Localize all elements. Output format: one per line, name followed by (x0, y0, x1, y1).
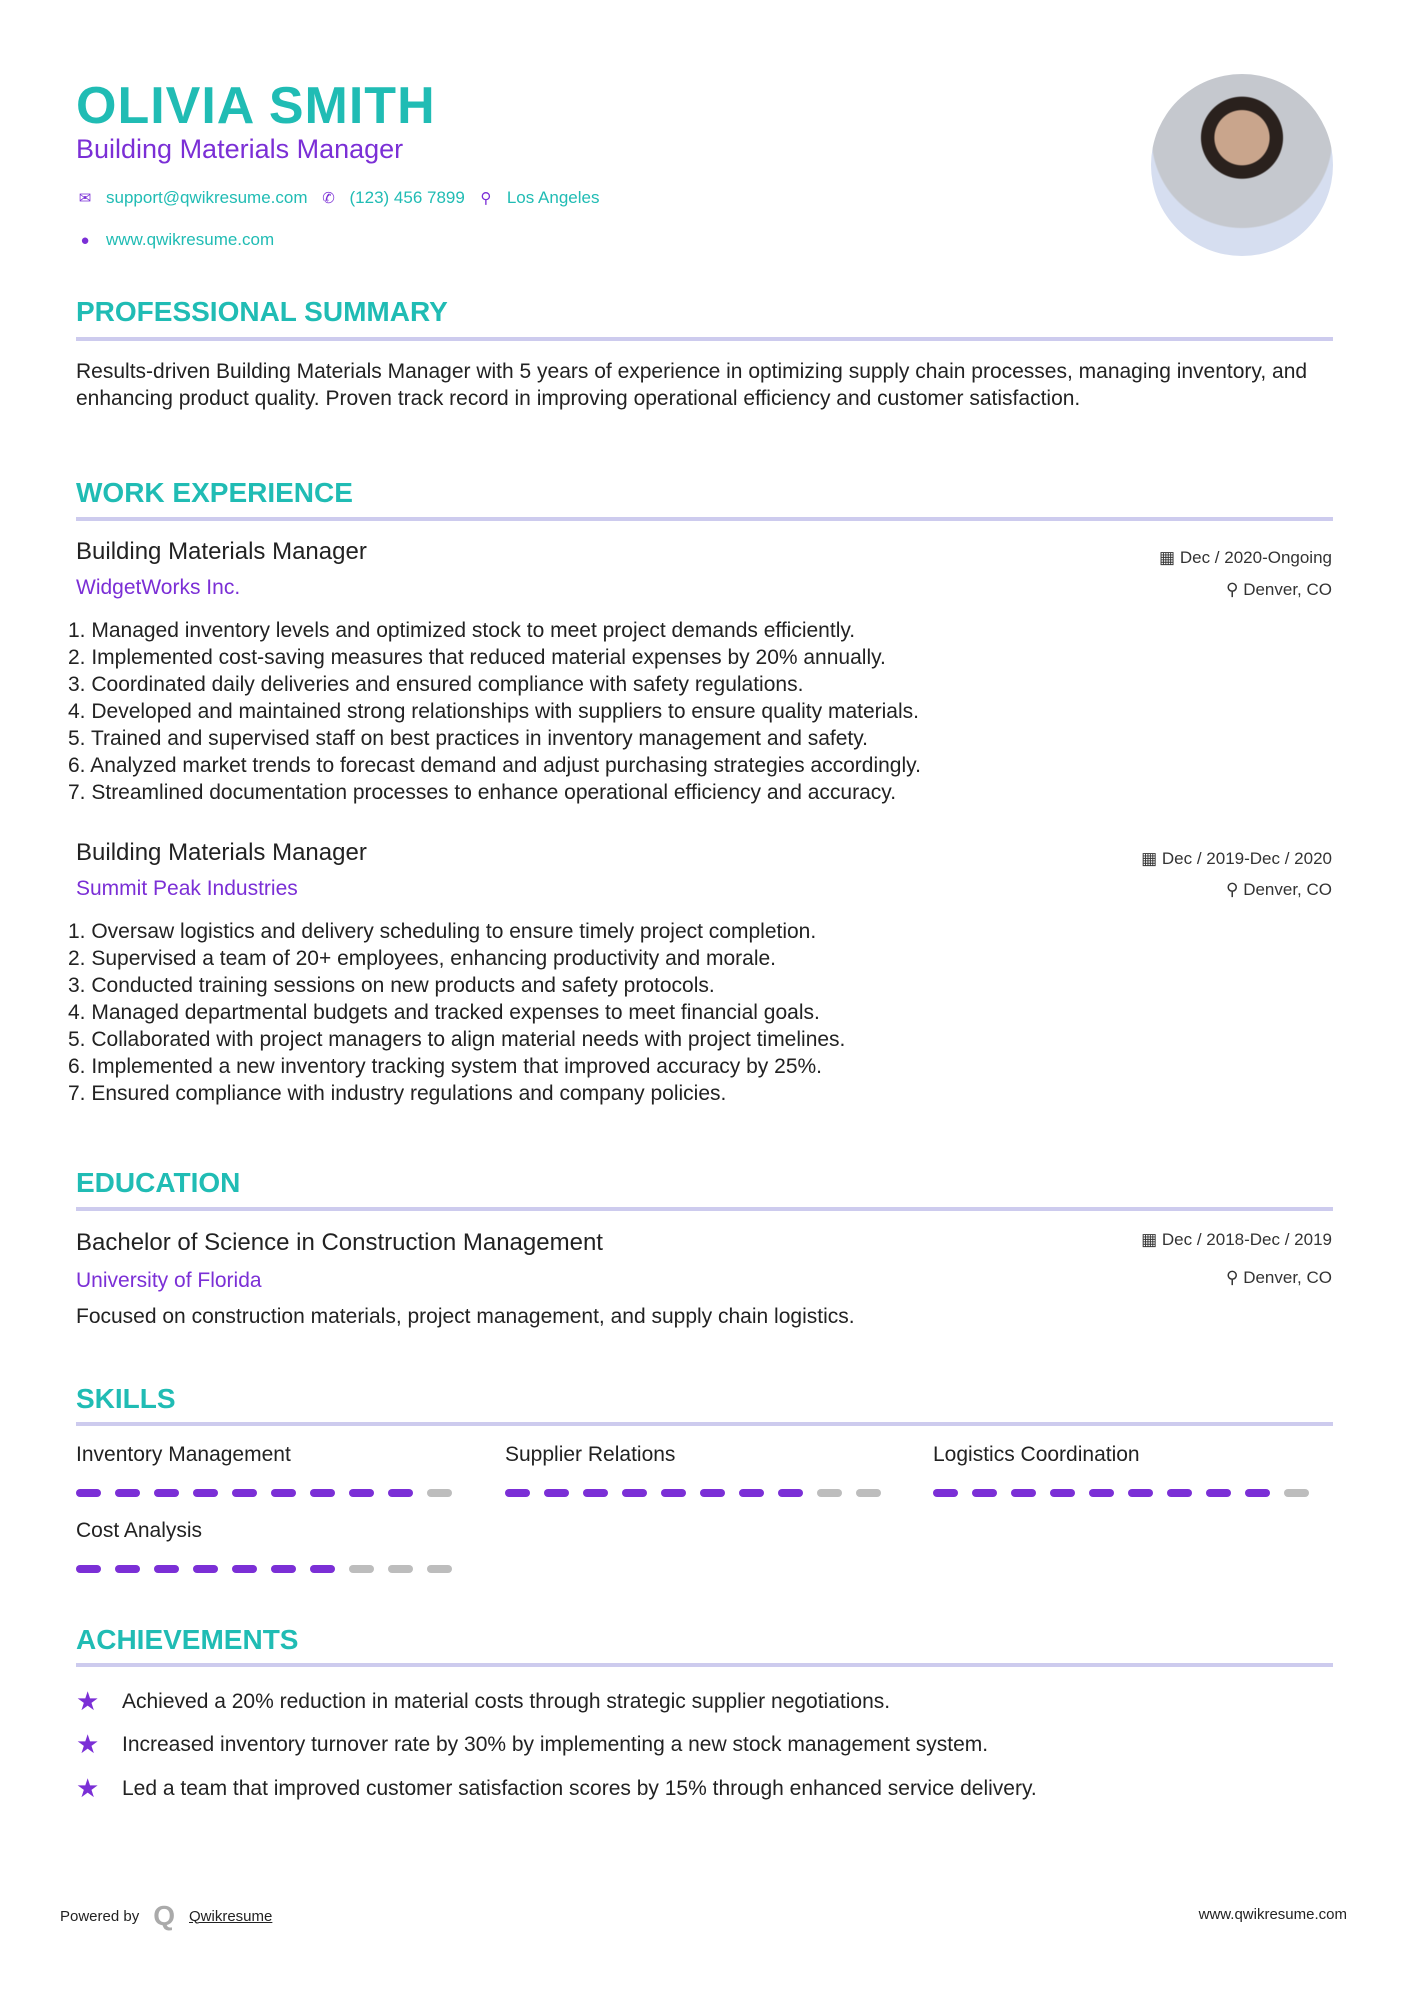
map-pin-icon: ⚲ (480, 190, 492, 207)
list-item: 3. Conducted training sessions on new products and safety protocols. (68, 974, 715, 997)
skill-level-segment (1284, 1489, 1309, 1497)
footer-website[interactable]: www.qwikresume.com (1198, 1906, 1347, 1923)
school-name: University of Florida (76, 1269, 262, 1292)
degree-title: Bachelor of Science in Construction Management (76, 1229, 603, 1256)
section-heading-skills: SKILLS (76, 1383, 176, 1414)
star-icon: ★ (76, 1773, 100, 1803)
skill-item (76, 1443, 452, 1497)
skill-level-segment (349, 1489, 374, 1497)
skill-level-segment (505, 1489, 530, 1497)
envelope-icon: ✉ (78, 190, 92, 207)
skill-level-segment (427, 1489, 452, 1497)
company-name: WidgetWorks Inc. (76, 576, 241, 599)
skill-level-segment (271, 1489, 296, 1497)
website-link[interactable]: www.qwikresume.com (106, 230, 275, 249)
skill-level-segment (388, 1565, 413, 1573)
education-date (1141, 1230, 1332, 1250)
list-item: 3. Coordinated daily deliveries and ensured compliance with safety regulations. (68, 673, 804, 696)
summary-text: Results-driven Building Materials Manager with 5 years of experience in optimizing supply chain processes, managing inventory, and enhancing product quality. Proven track record in improving operational efficiency and customer satisfaction. (76, 360, 1308, 410)
skill-level-segment (1206, 1489, 1231, 1497)
skill-name: Cost Analysis (76, 1519, 203, 1542)
powered-by-label: Powered by (60, 1907, 140, 1925)
globe-icon: ● (80, 231, 90, 249)
divider (76, 1207, 1333, 1211)
section-heading-education: EDUCATION (76, 1167, 241, 1198)
job-location (1226, 880, 1332, 900)
skill-level-segment (622, 1489, 647, 1497)
skill-level-segment (349, 1565, 374, 1573)
section-heading-achievements: ACHIEVEMENTS (76, 1624, 299, 1655)
date-text: Dec / 2018-Dec / 2019 (1161, 1230, 1332, 1249)
skill-level-segment (232, 1565, 257, 1573)
date-text: Dec / 2020-Ongoing (1179, 548, 1332, 567)
skill-level-segment (1128, 1489, 1153, 1497)
skill-level-meter (76, 1565, 452, 1573)
qwikresume-link[interactable]: Qwikresume (189, 1907, 273, 1925)
skill-level-segment (154, 1565, 179, 1573)
list-item: 5. Collaborated with project managers to align material needs with project timelines. (68, 1028, 846, 1051)
job-bullets (68, 918, 845, 1107)
list-item: 7. Streamlined documentation processes to enhance operational efficiency and accuracy. (68, 781, 897, 804)
list-item: 1. Managed inventory levels and optimized stock to meet project demands efficiently. (68, 619, 856, 642)
list-item: 4. Managed departmental budgets and tracked expenses to meet financial goals. (68, 1001, 820, 1024)
skill-level-segment (76, 1565, 101, 1573)
list-item: 4. Developed and maintained strong relationships with suppliers to ensure quality materials. (68, 700, 919, 723)
skill-level-segment (193, 1489, 218, 1497)
location-text: Denver, CO (1243, 580, 1332, 599)
job-date (1141, 849, 1332, 869)
skill-level-segment (193, 1565, 218, 1573)
list-item: 7. Ensured compliance with industry regulations and company policies. (68, 1082, 727, 1105)
phone-text: (123) 456 7899 (349, 188, 465, 207)
list-item: 1. Oversaw logistics and delivery scheduling to ensure timely project completion. (68, 920, 817, 943)
pin-icon: ⚲ (1226, 880, 1244, 899)
website-row (74, 230, 274, 250)
phone-icon: ✆ (322, 190, 335, 207)
skill-level-segment (972, 1489, 997, 1497)
skill-level-segment (115, 1489, 140, 1497)
list-item: 2. Implemented cost-saving measures that reduced material expenses by 20% annually. (68, 646, 886, 669)
list-item: 2. Supervised a team of 20+ employees, enhancing productivity and morale. (68, 947, 777, 970)
calendar-icon: ▦ (1159, 548, 1180, 567)
email-link[interactable]: support@qwikresume.com (106, 188, 308, 207)
skill-level-segment (388, 1489, 413, 1497)
skill-level-segment (544, 1489, 569, 1497)
skill-level-segment (310, 1489, 335, 1497)
skill-level-meter (933, 1489, 1309, 1497)
divider (76, 1663, 1333, 1667)
skill-level-segment (310, 1565, 335, 1573)
skill-name: Inventory Management (76, 1443, 291, 1466)
skill-name: Logistics Coordination (933, 1443, 1140, 1466)
star-icon: ★ (76, 1686, 100, 1716)
divider (76, 337, 1333, 341)
location-text: Los Angeles (506, 188, 600, 207)
skill-level-segment (1167, 1489, 1192, 1497)
skill-item (933, 1443, 1309, 1497)
skill-level-segment (1089, 1489, 1114, 1497)
education-description: Focused on construction materials, project management, and supply chain logistics. (76, 1305, 855, 1328)
job-title: Building Materials Manager (76, 839, 367, 866)
skill-level-segment (933, 1489, 958, 1497)
profile-photo (1151, 74, 1333, 256)
skill-level-segment (76, 1489, 101, 1497)
qwikresume-logo-icon: Q (153, 1900, 175, 1931)
job-location (1226, 580, 1332, 600)
skill-level-segment (427, 1565, 452, 1573)
calendar-icon: ▦ (1141, 849, 1162, 868)
achievement-text: Achieved a 20% reduction in material costs through strategic supplier negotiations. (122, 1689, 891, 1713)
divider (76, 1422, 1333, 1426)
skill-level-meter (76, 1489, 452, 1497)
divider (76, 517, 1333, 521)
list-item: 6. Analyzed market trends to forecast demand and adjust purchasing strategies accordingly. (68, 754, 921, 777)
skill-item (505, 1443, 881, 1497)
contact-row (74, 188, 599, 208)
achievement-item (76, 1773, 1037, 1804)
achievement-item (76, 1686, 890, 1717)
skill-level-segment (115, 1565, 140, 1573)
calendar-icon: ▦ (1141, 1230, 1162, 1249)
skill-level-segment (232, 1489, 257, 1497)
job-bullets (68, 617, 921, 806)
date-text: Dec / 2019-Dec / 2020 (1161, 849, 1332, 868)
achievement-item (76, 1729, 988, 1760)
candidate-title: Building Materials Manager (76, 134, 404, 164)
section-heading-summary: PROFESSIONAL SUMMARY (76, 296, 448, 327)
job-date (1159, 548, 1332, 568)
pin-icon: ⚲ (1226, 580, 1244, 599)
skill-level-segment (661, 1489, 686, 1497)
skill-level-segment (1050, 1489, 1075, 1497)
skill-level-segment (778, 1489, 803, 1497)
achievement-text: Increased inventory turnover rate by 30% by implementing a new stock management system. (122, 1732, 989, 1756)
skill-level-segment (583, 1489, 608, 1497)
skill-level-segment (856, 1489, 881, 1497)
skill-name: Supplier Relations (505, 1443, 676, 1466)
company-name: Summit Peak Industries (76, 877, 298, 900)
skill-level-segment (271, 1565, 296, 1573)
skill-level-segment (154, 1489, 179, 1497)
location-text: Denver, CO (1243, 1268, 1332, 1287)
section-heading-work: WORK EXPERIENCE (76, 477, 353, 508)
pin-icon: ⚲ (1226, 1268, 1244, 1287)
skill-item (76, 1519, 452, 1573)
skill-level-segment (739, 1489, 764, 1497)
skill-level-segment (700, 1489, 725, 1497)
list-item: 5. Trained and supervised staff on best practices in inventory management and safety. (68, 727, 869, 750)
education-location (1226, 1268, 1332, 1288)
candidate-name: OLIVIA SMITH (76, 77, 436, 135)
job-title: Building Materials Manager (76, 538, 367, 565)
skill-level-segment (1245, 1489, 1270, 1497)
footer-branding (60, 1900, 272, 1932)
skill-level-meter (505, 1489, 881, 1497)
achievement-text: Led a team that improved customer satisfaction scores by 15% through enhanced service delivery. (122, 1776, 1037, 1800)
list-item: 6. Implemented a new inventory tracking system that improved accuracy by 25%. (68, 1055, 823, 1078)
skill-level-segment (817, 1489, 842, 1497)
star-icon: ★ (76, 1729, 100, 1759)
location-text: Denver, CO (1243, 880, 1332, 899)
skill-level-segment (1011, 1489, 1036, 1497)
